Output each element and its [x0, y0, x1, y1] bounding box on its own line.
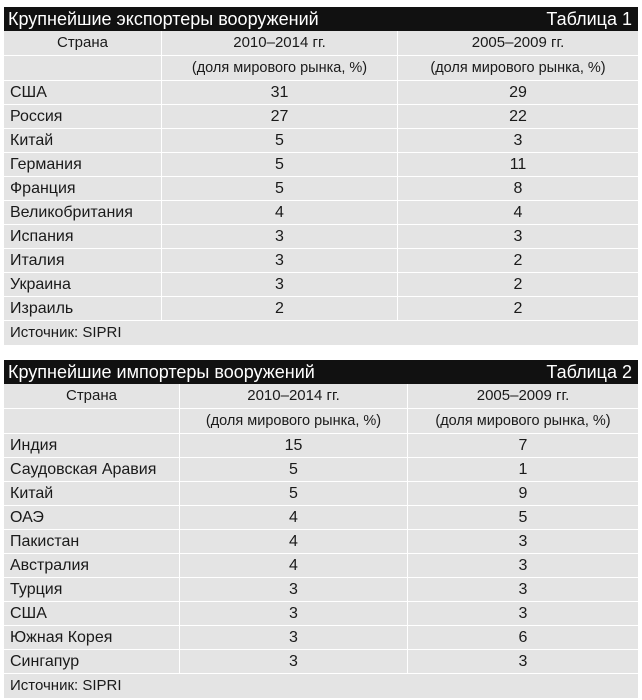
share-2005-2009-cell: 3: [518, 605, 528, 622]
share-2005-2009-cell: 3: [513, 228, 523, 245]
share-2010-2014-cell: 3: [162, 249, 398, 272]
share-2005-2009-cell: 2: [513, 300, 523, 317]
table-row: [4, 249, 638, 273]
column-header-blank: [4, 56, 162, 80]
table-row: [4, 201, 638, 225]
table-row: [4, 554, 638, 578]
share-2010-2014-cell: 5: [162, 129, 398, 152]
table-row: [4, 434, 638, 458]
share-2005-2009-cell: 11: [509, 156, 527, 173]
importers-table: [4, 360, 638, 698]
header-unit-row: [4, 56, 638, 81]
table-row: [4, 650, 638, 674]
share-2010-2014-cell: 3: [180, 602, 408, 625]
country-cell: Франция: [4, 177, 162, 200]
country-cell: Германия: [4, 153, 162, 176]
share-2010-2014-cell: 3: [180, 578, 408, 601]
share-2010-2014-cell: 3: [180, 626, 408, 649]
share-2005-2009-cell: 3: [518, 653, 528, 670]
column-unit-2005-2009: (доля мирового рынка, %): [430, 60, 606, 76]
table-row: [4, 81, 638, 105]
country-cell: Китай: [4, 482, 180, 505]
country-cell: Южная Корея: [4, 626, 180, 649]
share-2010-2014-cell: 4: [180, 554, 408, 577]
table-row: [4, 273, 638, 297]
share-2010-2014-cell: 3: [162, 225, 398, 248]
share-2005-2009-cell: 1: [518, 461, 528, 478]
country-cell: Сингапур: [4, 650, 180, 673]
header-unit-row: [4, 409, 638, 434]
table-row: [4, 578, 638, 602]
table-row: [4, 153, 638, 177]
share-2005-2009-cell: 29: [509, 84, 527, 101]
exporters-table: [4, 7, 638, 345]
share-2010-2014-cell: 2: [162, 297, 398, 320]
table-row: [4, 225, 638, 249]
table-row: [4, 458, 638, 482]
share-2010-2014-cell: 15: [180, 434, 408, 457]
source-note: Источник: SIPRI: [10, 677, 122, 694]
column-header-blank: [4, 409, 180, 433]
header-row: [4, 31, 638, 56]
share-2010-2014-cell: 5: [162, 153, 398, 176]
share-2010-2014-cell: 4: [162, 201, 398, 224]
table-row: [4, 297, 638, 321]
country-cell: Россия: [4, 105, 162, 128]
share-2005-2009-cell: 3: [518, 533, 528, 550]
column-header-country: Страна: [4, 31, 162, 55]
source-note: Источник: SIPRI: [10, 324, 122, 341]
table-title-bar: [4, 7, 638, 31]
column-unit-2010-2014: (доля мирового рынка, %): [162, 56, 398, 80]
table-body: [4, 81, 638, 321]
share-2010-2014-cell: 4: [180, 506, 408, 529]
column-unit-2005-2009: (доля мирового рынка, %): [435, 413, 611, 429]
country-cell: Великобритания: [4, 201, 162, 224]
column-header-period-2010-2014: 2010–2014 гг.: [180, 384, 408, 408]
country-cell: Индия: [4, 434, 180, 457]
share-2010-2014-cell: 5: [180, 458, 408, 481]
country-cell: ОАЭ: [4, 506, 180, 529]
table-row: [4, 177, 638, 201]
column-header-period-2005-2009: 2005–2009 гг.: [476, 387, 570, 404]
country-cell: США: [4, 602, 180, 625]
table-number: Таблица 2: [546, 362, 632, 382]
share-2005-2009-cell: 4: [513, 204, 523, 221]
table-row: [4, 626, 638, 650]
share-2010-2014-cell: 4: [180, 530, 408, 553]
column-unit-2010-2014: (доля мирового рынка, %): [180, 409, 408, 433]
share-2005-2009-cell: 8: [513, 180, 523, 197]
column-header-country: Страна: [4, 384, 180, 408]
table-row: [4, 105, 638, 129]
share-2005-2009-cell: 2: [513, 252, 523, 269]
country-cell: США: [4, 81, 162, 104]
country-cell: Австралия: [4, 554, 180, 577]
column-header-period-2005-2009: 2005–2009 гг.: [471, 34, 565, 51]
header-row: [4, 384, 638, 409]
country-cell: Испания: [4, 225, 162, 248]
country-cell: Саудовская Аравия: [4, 458, 180, 481]
share-2005-2009-cell: 7: [518, 437, 528, 454]
share-2005-2009-cell: 2: [513, 276, 523, 293]
share-2005-2009-cell: 9: [518, 485, 528, 502]
table-row: [4, 506, 638, 530]
share-2005-2009-cell: 22: [509, 108, 527, 125]
table-row: [4, 602, 638, 626]
share-2005-2009-cell: 5: [518, 509, 528, 526]
country-cell: Китай: [4, 129, 162, 152]
share-2010-2014-cell: 3: [162, 273, 398, 296]
table-body: [4, 434, 638, 674]
country-cell: Италия: [4, 249, 162, 272]
share-2010-2014-cell: 27: [162, 105, 398, 128]
table-title: Крупнейшие экспортеры вооружений: [8, 9, 319, 29]
country-cell: Израиль: [4, 297, 162, 320]
table-row: [4, 530, 638, 554]
share-2005-2009-cell: 3: [513, 132, 523, 149]
country-cell: Турция: [4, 578, 180, 601]
share-2010-2014-cell: 31: [162, 81, 398, 104]
share-2010-2014-cell: 5: [162, 177, 398, 200]
table-title: Крупнейшие импортеры вооружений: [8, 362, 315, 382]
table-title-bar: [4, 360, 638, 384]
table-row: [4, 129, 638, 153]
column-header-period-2010-2014: 2010–2014 гг.: [162, 31, 398, 55]
share-2010-2014-cell: 3: [180, 650, 408, 673]
share-2005-2009-cell: 3: [518, 581, 528, 598]
share-2005-2009-cell: 3: [518, 557, 528, 574]
country-cell: Пакистан: [4, 530, 180, 553]
country-cell: Украина: [4, 273, 162, 296]
share-2010-2014-cell: 5: [180, 482, 408, 505]
table-row: [4, 482, 638, 506]
share-2005-2009-cell: 6: [518, 629, 528, 646]
table-number: Таблица 1: [546, 9, 632, 29]
